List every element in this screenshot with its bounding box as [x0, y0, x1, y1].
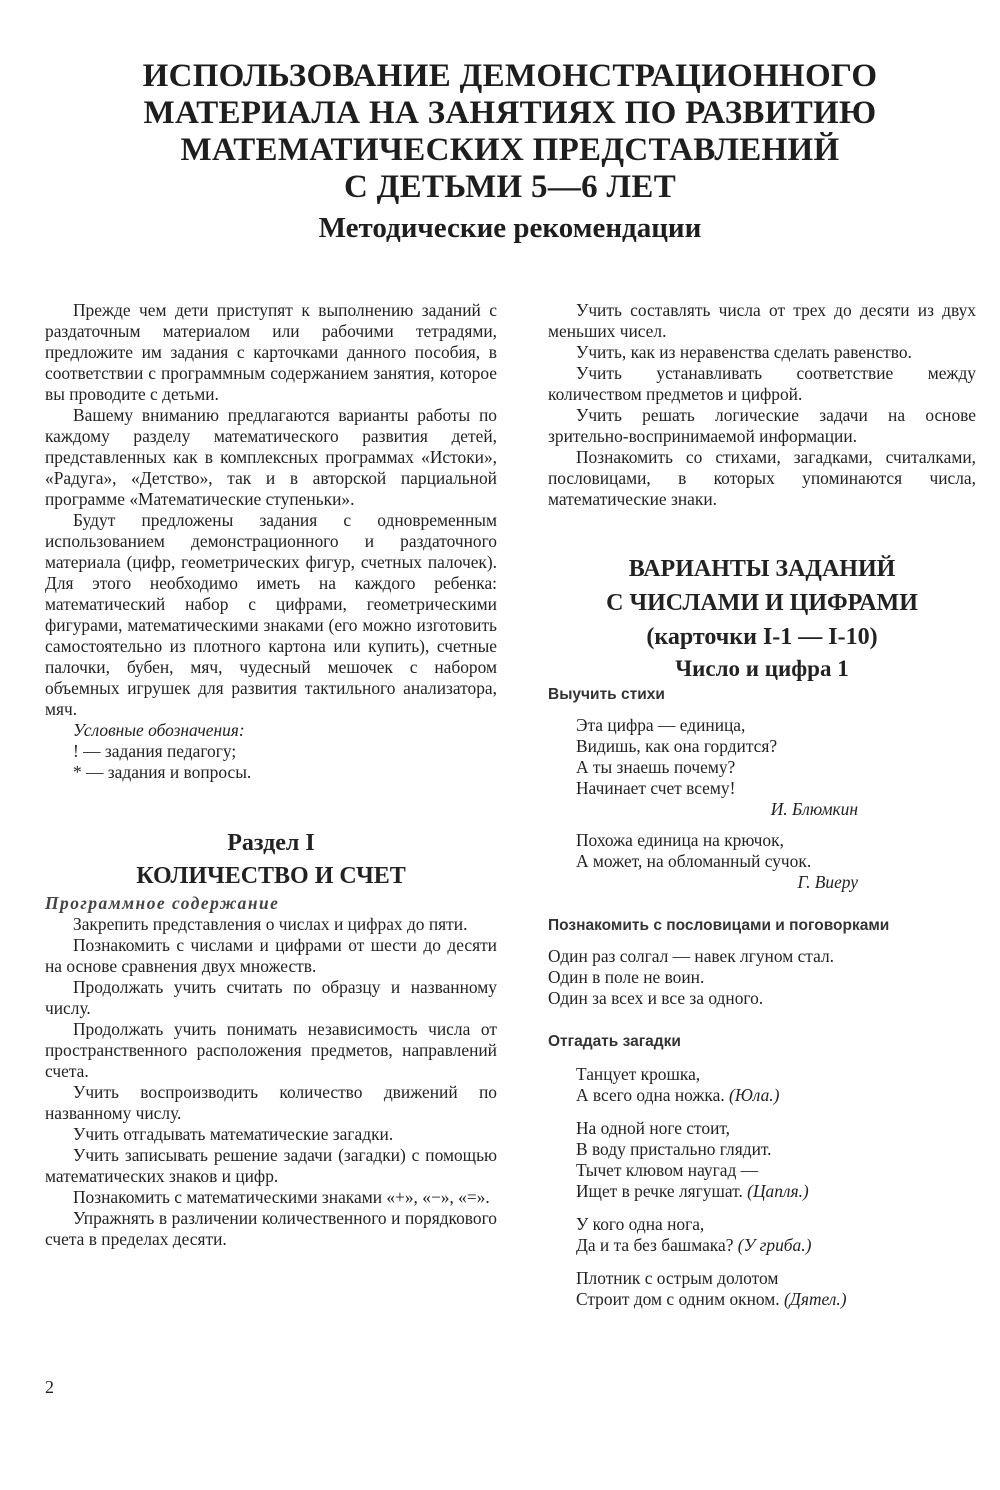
- program-item: Учить отгадывать математические загадки.: [73, 1124, 394, 1144]
- riddle-line: На одной ноге стоит,: [576, 1118, 731, 1138]
- main-title: [60, 58, 960, 206]
- legend-title: Условные обозначения:: [73, 720, 245, 740]
- program-item: Познакомить с математическими знаками «+», «−», «=».: [73, 1187, 490, 1207]
- riddle: [576, 1268, 976, 1310]
- legend-item: * — задания и вопросы.: [73, 762, 252, 782]
- riddle-text: Ищет в речке лягушат.: [576, 1181, 743, 1201]
- riddle-line: Танцует крошка,: [576, 1064, 701, 1084]
- riddle-line: У кого одна нога,: [576, 1214, 705, 1234]
- proverb: Один в поле не воин.: [548, 967, 705, 987]
- program-item: Упражнять в различении количественного и порядкового счета в пределах десяти.: [45, 1208, 497, 1249]
- variants-heading: [548, 552, 976, 654]
- task-heading-poems: Выучить стихи: [548, 686, 665, 703]
- program-item: Учить решать логические задачи на основе зрительно-воспринимаемой информации.: [548, 405, 976, 446]
- program-item: Закрепить представления о числах и цифрах до пяти.: [73, 914, 468, 934]
- poem-line: Похожа единица на крючок,: [576, 830, 784, 850]
- section-heading: [45, 827, 497, 893]
- number-heading: Число и цифра 1: [675, 656, 849, 681]
- program-item: Учить составлять числа от трех до десяти из двух меньших чисел.: [548, 300, 976, 341]
- variants-cards: (карточки I-1 — I-10): [646, 624, 878, 650]
- riddle-answer: (У гриба.): [737, 1235, 812, 1255]
- legend-item: ! — задания педагогу;: [73, 741, 237, 761]
- riddle-text: Строит дом с одним окном.: [576, 1289, 780, 1309]
- program-item: Продолжать учить понимать независимость числа от пространственного расположения предметов, направлений счета.: [45, 1019, 497, 1081]
- program-item: Учить воспроизводить количество движений по названному числу.: [45, 1082, 497, 1123]
- riddle: [576, 1118, 976, 1202]
- variants-line: С ЧИСЛАМИ И ЦИФРАМИ: [606, 590, 918, 616]
- main-subtitle: Методические рекомендации: [318, 212, 702, 244]
- page-number: 2: [45, 1377, 54, 1397]
- riddle-line: Плотник с острым долотом: [576, 1268, 779, 1288]
- riddle: [576, 1214, 976, 1256]
- title-line: С ДЕТЬМИ 5—6 ЛЕТ: [343, 169, 677, 205]
- program-item: Познакомить со стихами, загадками, считалками, пословицами, в которых упоминаются числа, математические знаки.: [548, 447, 976, 509]
- variants-line: ВАРИАНТЫ ЗАДАНИЙ: [628, 556, 896, 582]
- program-item: Учить записывать решение задачи (загадки) с помощью математических знаков и цифр.: [45, 1145, 497, 1186]
- intro-paragraph: Вашему вниманию предлагаются варианты работы по каждому разделу математического развития детей, представленных как в комплексных программах «Истоки», «Радуга», «Детство», так и в авторской парциальной программе «Математические ступеньки».: [45, 405, 497, 509]
- left-column: [45, 300, 497, 1250]
- legend: [73, 720, 497, 783]
- riddle-line: Тычет клювом наугад —: [576, 1160, 759, 1180]
- riddle-line: [576, 1181, 976, 1202]
- poem-line: А ты знаешь почему?: [576, 757, 736, 777]
- poem-author: И. Блюмкин: [770, 799, 858, 819]
- poem-line: Эта цифра — единица,: [576, 715, 746, 735]
- riddle-line: [576, 1085, 976, 1106]
- program-item: Продолжать учить считать по образцу и названному числу.: [45, 977, 497, 1018]
- intro-paragraph: Будут предложены задания с одновременным использованием демонстрационного и раздаточного материала (цифр, геометрических фигур, счетных палочек). Для этого необходимо иметь на каждого ребенка: математический набор с цифрами, геометрическими фигурами, математическими знаками (его можно изготовить самостоятельно из плотного картона или купить), счетные палочки, бубен, мяч, чудесный мешочек с набором объемных игрушек для развития тактильного анализатора, мяч.: [45, 510, 497, 719]
- riddle-text: А всего одна ножка.: [576, 1085, 725, 1105]
- riddle-line: В воду пристально глядит.: [576, 1139, 772, 1159]
- right-column: [548, 300, 976, 1310]
- riddle-line: [576, 1235, 976, 1256]
- poem: [576, 715, 976, 820]
- proverb: Один раз солгал — навек лгуном стал.: [548, 946, 835, 966]
- poem-line: Начинает счет всему!: [576, 778, 736, 798]
- riddle-answer: (Дятел.): [784, 1289, 847, 1309]
- task-heading-proverbs: Познакомить с пословицами и поговорками: [548, 917, 890, 934]
- poem-line: Видишь, как она гордится?: [576, 736, 778, 756]
- poem-author: Г. Виеру: [797, 872, 858, 892]
- section-title: КОЛИЧЕСТВО И СЧЕТ: [136, 863, 406, 889]
- section-number: Раздел I: [227, 830, 315, 856]
- title-line: МАТЕМАТИЧЕСКИХ ПРЕДСТАВЛЕНИЙ: [180, 132, 840, 168]
- poem-line: А может, на обломанный сучок.: [576, 851, 812, 871]
- title-line: ИСПОЛЬЗОВАНИЕ ДЕМОНСТРАЦИОННОГО: [142, 58, 878, 94]
- program-item: Учить, как из неравенства сделать равенство.: [576, 342, 912, 362]
- program-item: Учить устанавливать соответствие между количеством предметов и цифрой.: [548, 363, 976, 404]
- intro-paragraph: Прежде чем дети приступят к выполнению заданий с раздаточным материалом или рабочими тетрадями, предложите им задания с карточками данного пособия, в соответствии с программным содержанием занятия, которое вы проводите с детьми.: [45, 300, 497, 404]
- riddle: [576, 1064, 976, 1106]
- program-item: Познакомить с числами и цифрами от шести до десяти на основе сравнения двух множеств.: [45, 935, 497, 976]
- proverb: Один за всех и все за одного.: [548, 988, 764, 1008]
- task-heading-riddles: Отгадать загадки: [548, 1033, 681, 1050]
- program-title: Программное содержание: [45, 893, 280, 913]
- proverbs: [548, 946, 976, 1009]
- riddle-answer: (Цапля.): [747, 1181, 809, 1201]
- riddle-line: [576, 1289, 976, 1310]
- riddle-text: Да и та без башмака?: [576, 1235, 734, 1255]
- poem: [576, 830, 976, 893]
- title-line: МАТЕРИАЛА НА ЗАНЯТИЯХ ПО РАЗВИТИЮ: [143, 95, 877, 131]
- riddle-answer: (Юла.): [729, 1085, 780, 1105]
